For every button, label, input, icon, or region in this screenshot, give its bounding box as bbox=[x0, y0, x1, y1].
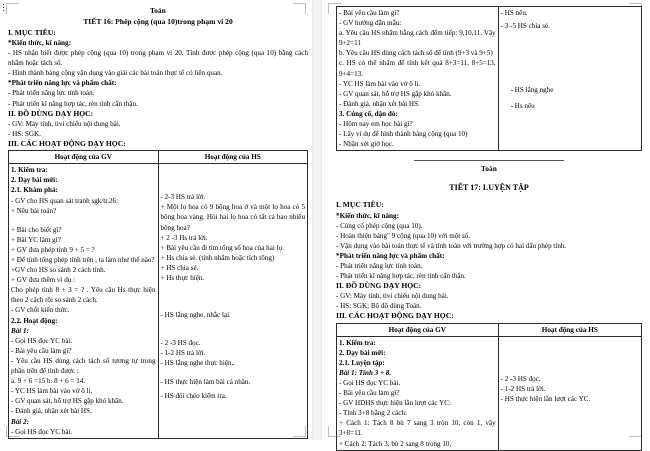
line-spacer bbox=[161, 292, 306, 301]
document-line: - HS lắng nghe, nhắc lại. bbox=[160, 311, 231, 320]
document-line: - HS đổi chéo kiểm tra. bbox=[160, 391, 227, 400]
page-2-activities-heading: III. CÁC HOẠT ĐỘNG DẠY HỌC: bbox=[336, 311, 454, 321]
page-1-materials-heading: II. ĐỒ DÙNG DẠY HỌC: bbox=[8, 108, 94, 118]
document-line: a. 9 + 6 =15 b. 8 + 6 = 14. bbox=[11, 377, 86, 386]
document-line: 2. Dạy bài mới: bbox=[11, 176, 58, 185]
section-break-divider bbox=[414, 160, 564, 161]
line-spacer bbox=[501, 76, 639, 85]
document-line: - HS lắng nghe thực hiện,. bbox=[160, 359, 236, 368]
document-line: c. HS có thể nhẩm để tính kết quả 8+3=11, 8+5=13, 9+4=13. bbox=[339, 59, 496, 78]
document-line: + GV đưa phép tính 9 + 5 = ? bbox=[11, 245, 95, 254]
line-spacer bbox=[161, 183, 306, 192]
document-line: - Nhận xét giờ học. bbox=[339, 140, 394, 149]
document-line: + HS chia sẻ. bbox=[160, 263, 199, 272]
document-line: + Cách 1: Tách 8 bù 7 sang 3 tròn 10, còn 1, vậy 3+8=11. bbox=[339, 419, 496, 438]
document-page-2 bbox=[322, 0, 648, 448]
document-line: - GV chốt kiến thức. bbox=[11, 306, 70, 315]
document-line: - GV hướng dẫn mẫu: bbox=[339, 19, 402, 28]
page-1-objectives-heading: I. MỤC TIÊU: bbox=[8, 28, 56, 37]
page-1-doc-subtitle: TIẾT 16: Phép cộng (qua 10)trong phạm vi 20 bbox=[83, 17, 233, 26]
page-2-knowledge-line-2: - Hoàn thiện bảng" 9 cộng (qua 10) với một số. bbox=[336, 231, 471, 240]
page-2-objectives-heading: I. MỤC TIÊU: bbox=[336, 200, 384, 210]
line-spacer bbox=[501, 31, 639, 40]
line-spacer bbox=[501, 365, 639, 374]
document-line: 3. Củng cố, dặn dò: bbox=[339, 109, 398, 118]
line-spacer bbox=[161, 329, 306, 338]
document-line: - Gọi HS đọc YC bài. bbox=[11, 427, 73, 436]
document-line: Bài 2: bbox=[11, 417, 29, 426]
page-1-doc-title: Toán bbox=[150, 6, 166, 15]
document-line: + Hs thực hiện. bbox=[160, 274, 205, 283]
document-line: + Bài cho biết gì? bbox=[11, 225, 62, 234]
document-line: 1. Kiểm tra: bbox=[339, 338, 376, 347]
table-row bbox=[337, 7, 642, 151]
document-line: a. Yêu cầu HS nhẩm bằng cách đếm tiếp: 9,10,11. Vậy 9+2=11 bbox=[339, 29, 496, 48]
line-spacer bbox=[501, 49, 639, 58]
line-spacer bbox=[161, 320, 306, 329]
document-line: + Nêu bài toán? bbox=[11, 206, 57, 215]
page-1-competency-heading: *Phát triển năng lực và phẩm chất: bbox=[8, 79, 117, 88]
page-2-continued-table bbox=[336, 6, 642, 151]
document-line: - 2-3 HS trả lời. bbox=[160, 193, 206, 202]
document-page-1 bbox=[0, 0, 312, 440]
gv-lines-container bbox=[339, 8, 496, 149]
document-line: - HS thực hiện lần lượt các YC. bbox=[500, 394, 591, 403]
page-2-knowledge-line-1: - Củng cố phép cộng (qua 10). bbox=[336, 221, 423, 230]
page-1-activities-heading: III. CÁC HOẠT ĐỘNG DẠY HỌC: bbox=[8, 139, 126, 149]
document-line: - Bài yêu cầu làm gì? bbox=[339, 9, 400, 17]
document-line: Cho phép tính 8 + 3 = ? . Yêu cầu Hs thực hiện theo 2 cách rồi so sánh 2 cách. bbox=[11, 286, 156, 305]
page-2-competency-line-2: - Phát triển kĩ năng hợp tác, rèn tính cẩn thận. bbox=[336, 271, 466, 280]
line-spacer bbox=[161, 174, 306, 183]
page-2-materials-line-1: - GV: Máy tính, tivi chiếu nội dung bài. bbox=[336, 292, 449, 301]
page-1-knowledge-heading: *Kiến thức, kĩ năng: bbox=[8, 39, 72, 48]
document-line: 2. Dạy bài mới: bbox=[339, 348, 386, 357]
table-row bbox=[9, 164, 308, 438]
document-line: Bài 1: Tính 3 + 8. bbox=[339, 368, 392, 377]
document-line: 2.1. Khám phá: bbox=[11, 186, 58, 195]
document-line: 1. Kiểm tra: bbox=[11, 166, 48, 175]
page-2-materials-heading: II. ĐỒ DÙNG DẠY HỌC: bbox=[336, 280, 422, 290]
page-1-content bbox=[8, 0, 308, 439]
hs-lines-container bbox=[161, 165, 306, 400]
page-2-knowledge-line-3: - Vận dụng vào bài toán thực tế và tính toán với trường hợp có hai dấu phép tính. bbox=[336, 241, 567, 250]
gv-lines-container bbox=[11, 165, 156, 436]
document-line: - GV quan sát, hỗ trợ HS gặp khó khăn. bbox=[339, 89, 452, 98]
document-line: + 2 -3 Hs trả lời. bbox=[160, 233, 208, 242]
document-line: - GV HDHS thực hiện lần lượt các YC: bbox=[339, 399, 451, 408]
document-line: - 2 -3 HS đọc. bbox=[500, 374, 541, 383]
page-2-continued-gv-cell bbox=[337, 7, 499, 151]
page-2-continued-hs-cell bbox=[498, 7, 641, 151]
text-cursor-marker-icon bbox=[3, 4, 5, 13]
line-spacer bbox=[501, 40, 639, 49]
page-1-materials-line-2: - HS: SGK. bbox=[8, 129, 41, 138]
line-spacer bbox=[161, 301, 306, 310]
line-spacer bbox=[161, 368, 306, 377]
document-line: - 2 -3 HS đọc. bbox=[160, 339, 201, 348]
line-spacer bbox=[501, 67, 639, 76]
document-line: - Hôm nay em học bài gì? bbox=[339, 120, 413, 129]
page-2-competency-heading: *Phát triển năng lực và phẩm chất: bbox=[336, 251, 445, 260]
document-line: + Một lọ hoa có 9 bông hoa ở và một lọ hoa có 5 bông hoa vàng. Hỏi hai lọ hoa có tất cả bao nhiêu bông hoa? bbox=[160, 203, 305, 232]
page-2-gv-cell bbox=[337, 336, 499, 450]
hs-lines-container bbox=[501, 8, 639, 111]
line-spacer bbox=[501, 338, 639, 347]
document-line: - Gọi HS đọc YC bài. bbox=[11, 336, 73, 345]
table-header-hs: Hoạt động của HS bbox=[158, 151, 308, 164]
gv-lines-container bbox=[339, 338, 496, 449]
document-line: - Yêu cầu HS dùng cách tách số tương tự trong phần trên để tính được : bbox=[11, 356, 156, 376]
document-line: - YC HS làm bài vào vở ô li. bbox=[339, 79, 421, 88]
document-line: + GV đưa thêm ví dụ : bbox=[11, 276, 76, 285]
table-header-row bbox=[337, 323, 642, 336]
document-line: + Hs chia sẻ. (tính nhẩm hoặc tích tổng) bbox=[160, 253, 275, 262]
document-line: + Bài yêu cầu đi tìm tổng số hoa của hai lọ. bbox=[160, 243, 284, 252]
table-row bbox=[337, 336, 642, 450]
table-header-gv: Hoạt động của GV bbox=[337, 323, 499, 336]
page-2-competency-line-1: - Phát triển năng lực tính toán. bbox=[336, 261, 423, 270]
document-line: - HS thực hiện làm bài cá nhân. bbox=[160, 378, 251, 387]
document-line: - 3 -5 HS chia sẻ. bbox=[500, 22, 550, 31]
line-spacer bbox=[501, 347, 639, 356]
table-header-gv: Hoạt động của GV bbox=[9, 151, 159, 164]
document-line: - GV quan sát, hỗ trợ HS gặp khó khăn. bbox=[11, 397, 124, 406]
line-spacer bbox=[161, 165, 306, 174]
page-2-doc-title: Toán bbox=[481, 164, 497, 174]
document-line: - HS lắng nghe bbox=[510, 86, 554, 95]
table-header-hs: Hoạt động của HS bbox=[498, 323, 641, 336]
page-1-competency-line-1: - Phát triển năng lực tính toán. bbox=[8, 89, 95, 98]
document-line: 2.1. Luyện tập: bbox=[339, 358, 385, 367]
document-line: - Gọi HS đọc YC bài. bbox=[339, 378, 401, 387]
page-1-hs-cell bbox=[158, 164, 308, 438]
page-2-knowledge-heading: *Kiến thức, kĩ năng: bbox=[336, 211, 400, 220]
document-line: - 1-2 HS trả lời. bbox=[500, 384, 546, 393]
document-line: - GV cho HS quan sát tranh sgk/tr.26: bbox=[11, 196, 119, 205]
document-line: - YC HS làm bài vào vở ô li. bbox=[11, 387, 93, 396]
page-1-competency-line-2: - Phát triển kĩ năng hợp tác, rèn tính cẩn thận. bbox=[8, 99, 138, 108]
line-spacer bbox=[161, 283, 306, 292]
document-line: - Bài yêu cầu làm gì? bbox=[11, 346, 72, 355]
page-1-materials-line-1: - GV: Máy tính, tivi chiếu nội dung bài. bbox=[8, 119, 121, 128]
document-line: - Đánh giá, nhận xét bài HS. bbox=[11, 407, 92, 416]
document-line: + Để tính tổng phép tính trên , ta làm như thế nào? bbox=[11, 256, 155, 265]
document-line: - Hs nêu bbox=[510, 102, 535, 111]
page-1-activities-table bbox=[8, 150, 308, 438]
line-spacer bbox=[501, 58, 639, 67]
page-2-activities-table bbox=[336, 323, 642, 451]
page-2-doc-subtitle: TIẾT 17: LUYỆN TẬP bbox=[449, 183, 529, 193]
line-spacer bbox=[501, 356, 639, 365]
page-gutter bbox=[312, 0, 322, 440]
page-1-knowledge-line-2: - Hình thành bảng cộng vận dụng vào giải các bài toán thực tế có liên quan. bbox=[8, 69, 223, 78]
document-line: 2.2. Hoạt động: bbox=[11, 316, 58, 325]
document-line: - Lấy ví dụ để hình thành bảng cộng (qua 10) bbox=[339, 130, 468, 139]
document-line: - Tính 3+8 bằng 2 cách: bbox=[339, 409, 407, 418]
page-2-content bbox=[336, 0, 642, 451]
page-1-knowledge-line-1: - HS nhận biết được phép cộng (qua 10) trong phạm vi 20. Tính được phép cộng (qua 10) bằng cách nhẩm hoặc tách số. bbox=[8, 49, 308, 68]
table-header-row bbox=[9, 151, 308, 164]
hs-lines-container bbox=[501, 338, 639, 404]
document-line: - HS nêu. bbox=[500, 9, 528, 17]
page-2-hs-cell bbox=[498, 336, 641, 450]
document-line: - Bài yêu cầu làm gì? bbox=[339, 389, 400, 398]
document-line: + Bài YC làm gì? bbox=[11, 235, 61, 244]
page-1-gv-cell bbox=[9, 164, 159, 438]
document-line: Bài 1: bbox=[11, 326, 29, 335]
line-spacer bbox=[11, 216, 156, 225]
document-line: + Cách 2: Tách 3, bù 2 sang 8 trong 10, bbox=[339, 439, 452, 448]
document-line: +GV cho HS so sánh 2 cách tính. bbox=[11, 266, 106, 275]
page-2-materials-line-2: - HS: SGK; Bộ đồ dùng Toán. bbox=[336, 302, 422, 311]
document-line: b. Yêu cầu HS dùng cách tách số để tính (9+3 và 9+5) bbox=[339, 49, 493, 58]
document-line: - 1-2 HS trả lời. bbox=[160, 349, 206, 358]
document-line: - Đánh giá, nhận xét bài HS. bbox=[339, 99, 420, 108]
